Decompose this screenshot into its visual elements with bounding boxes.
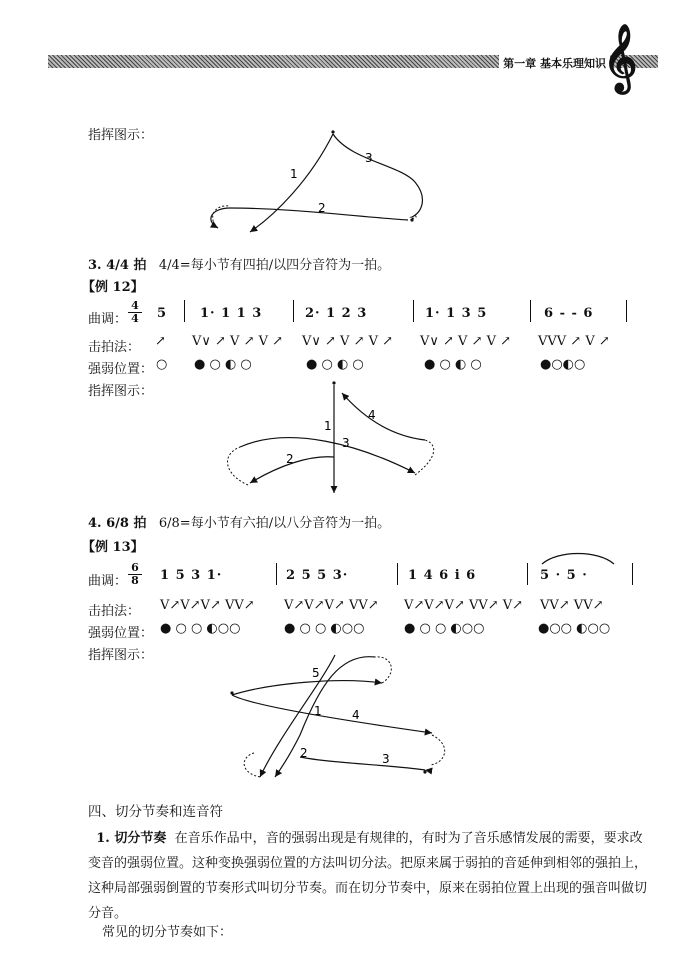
- slur-tie: [538, 548, 618, 566]
- tune-label: 曲调：: [88, 312, 128, 327]
- common-syncopation-label: 常见的切分节奏如下：: [102, 925, 233, 940]
- beat-pattern: VV↗ VV↗: [540, 598, 604, 613]
- diagram2-label-4: 4: [368, 408, 376, 422]
- chapter-header: 第一章 基本乐理知识: [499, 55, 610, 71]
- accent-marks: ●○○ ◐○○: [538, 621, 611, 636]
- measure: 2· 1 2 3: [305, 306, 368, 321]
- section-4-desc: 6/8=每小节有六拍/以八分音符为一拍。: [158, 516, 391, 531]
- syncopation-paragraph: [88, 826, 648, 926]
- measure: 1· 1 1 3: [200, 306, 263, 321]
- section-3-title: 3. 4/4 拍: [88, 258, 147, 273]
- accent-marks: ● ○ ◐ ○: [306, 357, 364, 372]
- beat-pattern: V∨ ↗ V ↗ V ↗: [192, 334, 284, 349]
- accent-label: 强弱位置：: [88, 626, 154, 641]
- conducting-label: 指挥图示：: [88, 384, 154, 399]
- conducting-label: 指挥图示：: [88, 128, 154, 143]
- time-sig-bottom: 8: [128, 574, 142, 587]
- barline: [184, 300, 185, 322]
- beat-pattern: VVV ↗ V ↗: [538, 334, 610, 349]
- measure: 1 5 3 1·: [160, 568, 223, 583]
- barline: [413, 300, 414, 322]
- measure: 1 4 6 i 6: [408, 568, 477, 583]
- beat-pattern: V↗V↗V↗ VV↗ V↗: [404, 598, 524, 613]
- diagram2-label-1: 1: [324, 419, 332, 433]
- measure: 2 5 5 3·: [286, 568, 349, 583]
- tune-label: 曲调：: [88, 574, 128, 589]
- beat-label: 击拍法：: [88, 604, 141, 619]
- conducting-diagram-3-4: [190, 120, 450, 235]
- barline: [276, 563, 277, 585]
- beat-pattern: ↗: [155, 334, 166, 349]
- section-heading: 四、切分节奏和连音符: [88, 804, 223, 820]
- beat-pattern: V↗V↗V↗ VV↗: [284, 598, 379, 613]
- measure: 6 - - 6: [544, 306, 594, 321]
- barline: [397, 563, 398, 585]
- beat-pattern: V∨ ↗ V ↗ V ↗: [302, 334, 394, 349]
- accent-label: 强弱位置：: [88, 362, 154, 377]
- diagram1-label-1: 1: [290, 167, 298, 181]
- conducting-diagram-6-8: [220, 645, 450, 785]
- diagram3-label-3: 3: [382, 752, 390, 766]
- treble-clef-icon: 𝄞: [603, 23, 638, 91]
- time-sig-top: 4: [131, 299, 139, 312]
- section-3-desc: 4/4=每小节有四拍/以四分音符为一拍。: [158, 258, 391, 273]
- barline: [632, 563, 633, 585]
- barline: [626, 300, 627, 322]
- barline: [293, 300, 294, 322]
- measure: 1· 1 3 5: [425, 306, 488, 321]
- barline: [530, 300, 531, 322]
- accent-marks: ●○◐○: [540, 357, 586, 372]
- diagram2-label-3: 3: [342, 436, 350, 450]
- beat-label: 击拍法：: [88, 340, 141, 355]
- diagram3-label-5: 5: [312, 666, 320, 680]
- accent-marks: ● ○ ○ ◐○○: [160, 621, 241, 636]
- time-signature: [128, 300, 142, 325]
- conducting-diagram-4-4: [200, 375, 450, 500]
- accent-marks: ○: [156, 357, 168, 372]
- section-4-line: [88, 512, 390, 531]
- time-sig-top: 6: [131, 561, 139, 574]
- time-sig-bottom: 4: [128, 312, 142, 325]
- example-12-label: 【例 12】: [82, 280, 144, 295]
- syncopation-term: 1. 切分节奏: [96, 831, 167, 846]
- measure: 5 · 5 ·: [540, 568, 588, 583]
- conducting-label: 指挥图示：: [88, 648, 154, 663]
- example-13-label: 【例 13】: [82, 540, 144, 555]
- time-signature: [128, 562, 142, 587]
- diagram3-label-1: 1: [314, 704, 322, 718]
- accent-marks: ● ○ ◐ ○: [424, 357, 482, 372]
- diagram2-label-2: 2: [286, 452, 294, 466]
- section-4-title: 4. 6/8 拍: [88, 516, 147, 531]
- syncopation-text: 在音乐作品中，音的强弱出现是有规律的，有时为了音乐感情发展的需要，要求改变音的强弱位置。这种变换强弱位置的方法叫切分法。把原来属于弱拍的音延伸到相邻的强拍上，这种局部强弱倒置的节奏形式叫切分节奏。而在切分节奏中，原来在弱拍位置上出现的强音叫做切分音。: [88, 831, 648, 921]
- measure: 5: [157, 306, 168, 321]
- accent-marks: ● ○ ◐ ○: [194, 357, 252, 372]
- beat-pattern: V∨ ↗ V ↗ V ↗: [420, 334, 512, 349]
- diagram1-label-2: 2: [318, 201, 326, 215]
- diagram3-label-2: 2: [300, 746, 308, 760]
- barline: [527, 563, 528, 585]
- beat-pattern: V↗V↗V↗ VV↗: [160, 598, 255, 613]
- diagram3-label-4: 4: [352, 708, 360, 722]
- accent-marks: ● ○ ○ ◐○○: [284, 621, 365, 636]
- diagram1-label-3: 3: [365, 151, 373, 165]
- accent-marks: ● ○ ○ ◐○○: [404, 621, 485, 636]
- section-3-line: [88, 254, 390, 273]
